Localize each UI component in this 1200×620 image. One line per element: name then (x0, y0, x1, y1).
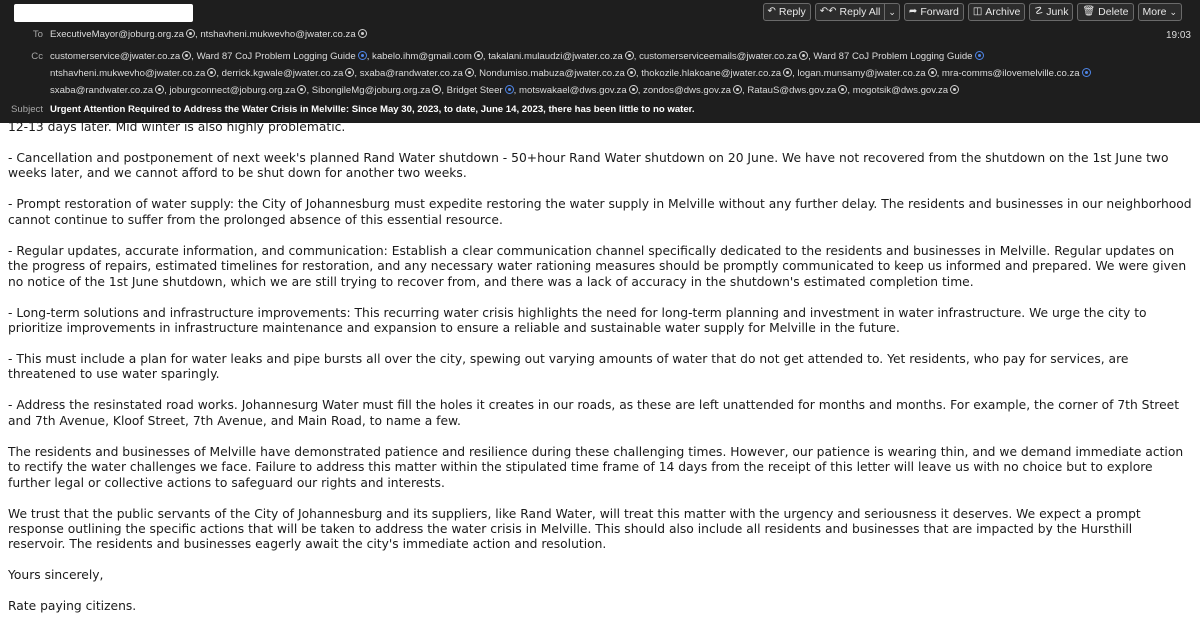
recipient-address: Ward 87 CoJ Problem Logging Guide (813, 51, 973, 62)
message-toolbar (763, 3, 1183, 21)
recipient-address: ntshavheni.mukwevho@jwater.co.za (50, 68, 206, 79)
recipient-chip[interactable]: SibongileMg@joburg.org.za , (311, 85, 447, 96)
reply-button[interactable]: ↶ Reply (763, 3, 811, 21)
recipient-address: RatauS@dws.gov.za (747, 85, 837, 96)
message-time: 19:03 (1165, 30, 1191, 41)
cc-recipients-line-1 (50, 51, 984, 62)
recipient-chip[interactable] (942, 68, 1091, 79)
person-icon (182, 51, 191, 60)
recipient-address: customerserviceemails@jwater.co.za (639, 51, 798, 62)
junk-button[interactable]: ☡ Junk (1029, 3, 1073, 21)
recipient-chip[interactable]: customerservice@jwater.co.za , (50, 51, 197, 62)
person-icon (186, 29, 195, 38)
recipient-address: motswakael@dws.gov.za (519, 85, 627, 96)
cc-recipients-line-3 (50, 85, 959, 96)
recipient-address: thokozile.hlakoane@jwater.co.za (641, 68, 782, 79)
redacted-sender-box (14, 4, 193, 22)
person-icon (345, 68, 354, 77)
body-paragraph: - Long-term solutions and infrastructure improvements: This recurring water crisis highlights the need for long-term planning and investment in water infrastructure. We urge the city to prioritize improvements in infrastructure maintenance and expansion to ensure a reliable and sustainable water supply for Melville in the future. (8, 305, 1147, 336)
recipient-chip[interactable]: thokozile.hlakoane@jwater.co.za , (641, 68, 798, 79)
recipient-address: derrick.kgwale@jwater.co.za (221, 68, 344, 79)
chevron-down-icon: ⌄ (1169, 6, 1177, 17)
recipient-address: ExecutiveMayor@joburg.org.za (50, 29, 184, 40)
forward-icon: ➦ (908, 6, 918, 17)
body-paragraph: - Regular updates, accurate information, and communication: Establish a clear communication channel specifically dedicated to the residents and businesses in Melville. Regular updates on the progress of repairs, estimated timelines for restoration, and any necessary water rationing measures should be promptly communicated to keep us informed and prepared. We were given no notice of the 1st June shutdown, which we are still trying to recover from, and there was a lack of accuracy in the shutdown's estimated completion time. (8, 243, 1187, 289)
recipient-address: ntshavheni.mukwevho@jwater.co.za (200, 29, 356, 40)
recipient-chip[interactable]: motswakael@dws.gov.za , (519, 85, 644, 96)
contact-icon (975, 51, 984, 60)
cc-recipients-line-2 (50, 68, 1091, 79)
recipient-address: kabelo.ihm@gmail.com (372, 51, 472, 62)
person-icon (297, 85, 306, 94)
person-icon (733, 85, 742, 94)
recipient-chip[interactable]: ExecutiveMayor@joburg.org.za , (50, 29, 201, 40)
contact-icon (358, 51, 367, 60)
recipient-address: sxaba@randwater.co.za (50, 85, 154, 96)
recipient-chip[interactable]: logan.munsamy@jwater.co.za , (797, 68, 942, 79)
person-icon (474, 51, 483, 60)
recipient-chip[interactable]: Ward 87 CoJ Problem Logging Guide , (196, 51, 373, 62)
more-button[interactable]: More ⌄ (1138, 3, 1182, 21)
subject-label: Subject (11, 104, 43, 115)
body-paragraph: We trust that the public servants of the City of Johannesburg and its suppliers, like Rand Water, will treat this matter with the urgency and seriousness it deserves. We expect a prompt response outlining the specific actions that will be taken to address the water crisis in Melville. This should also include all residents and businesses that are impacted by the Hursthill reservoir. The residents and businesses eagerly await the city's immediate action and resolution. (8, 506, 1141, 552)
signature: Rate paying citizens. (8, 599, 137, 614)
person-icon (207, 68, 216, 77)
person-icon (783, 68, 792, 77)
recipient-chip[interactable] (813, 51, 983, 62)
body-paragraph: The residents and businesses of Melville have demonstrated patience and resilience during these challenging times. However, our patience is wearing thin, and we demand immediate action to rectify the water challenges we face. Failure to address this matter within the stipulated time frame of 14 days from the receipt of this letter will leave us with no choice but to explore further legal or collective actions to safeguard our rights and interests. (8, 444, 1184, 490)
recipient-address: Nondumiso.mabuza@jwater.co.za (479, 68, 625, 79)
contact-icon (1082, 68, 1091, 77)
recipient-address: zondos@dws.gov.za (643, 85, 731, 96)
body-paragraph: - Cancellation and postponement of next week's planned Rand Water shutdown - 50+hour Rand Water shutdown on 20 June. We have not recovered from the shutdown on the 1st June two weeks later, and we cannot afford to be shut down for another two weeks. (8, 151, 1169, 181)
recipient-address: customerservice@jwater.co.za (50, 51, 181, 62)
person-icon (432, 85, 441, 94)
reply-all-button[interactable]: ↶↶ Reply All (815, 3, 886, 21)
body-paragraph: - Address the resinstated road works. Johannesurg Water must fill the holes it creates in our roads, as these are left unattended for months and months. For example, the corner of 7th Street and 7th Avenue, Kloof Street, 7th Avenue, and Main Road, to name a few. (8, 398, 1180, 428)
to-label: To (32, 29, 43, 40)
message-body (8, 120, 1192, 620)
recipient-chip[interactable]: derrick.kgwale@jwater.co.za , (221, 68, 360, 79)
reply-all-dropdown[interactable] (885, 3, 900, 21)
person-icon (950, 85, 959, 94)
archive-button[interactable]: ◫ Archive (968, 3, 1025, 21)
trash-icon: 🗑 (1082, 6, 1096, 17)
reply-icon: ↶ (767, 6, 776, 17)
person-icon (629, 85, 638, 94)
recipient-chip[interactable]: Nondumiso.mabuza@jwater.co.za , (479, 68, 642, 79)
person-icon (358, 29, 367, 38)
person-icon (928, 68, 937, 77)
recipient-address: Ward 87 CoJ Problem Logging Guide (196, 51, 356, 62)
contact-icon (505, 85, 514, 94)
recipient-address: sxaba@randwater.co.za (359, 68, 463, 79)
person-icon (465, 68, 474, 77)
reply-all-split (815, 3, 900, 21)
junk-icon: ☡ (1034, 6, 1044, 17)
recipient-address: mra-comms@ilovemelville.co.za (941, 68, 1080, 79)
body-paragraph: - This must include a plan for water leaks and pipe bursts all over the city, spewing out varying amounts of water that do not get attended to. Yet residents, who pay for services, are threatened to use water sparingly. (8, 352, 1129, 382)
recipient-chip[interactable]: kabelo.ihm@gmail.com , (372, 51, 489, 62)
archive-icon: ◫ (972, 6, 983, 17)
recipient-chip[interactable]: RatauS@dws.gov.za , (747, 85, 853, 96)
body-paragraph: - Prompt restoration of water supply: the City of Johannesburg must expedite restoring the water supply in Melville without any further delay. The residents and businesses in our neighborhood cannot continue to suffer from the prolonged absence of this essential resource. (8, 197, 1192, 227)
recipient-address: SibongileMg@joburg.org.za (311, 85, 431, 96)
recipient-chip[interactable]: sxaba@randwater.co.za , (50, 85, 170, 96)
forward-button[interactable]: ➦ Forward (904, 3, 964, 21)
person-icon (799, 51, 808, 60)
recipient-address: Bridget Steer (446, 85, 503, 96)
delete-button[interactable]: 🗑 Delete (1077, 3, 1133, 21)
person-icon (627, 68, 636, 77)
subject-line (50, 104, 695, 115)
recipient-address: joburgconnect@joburg.org.za (169, 85, 296, 96)
recipient-chip[interactable]: takalani.mulaudzi@jwater.co.za , (488, 51, 640, 62)
recipient-chip[interactable]: joburgconnect@joburg.org.za , (169, 85, 312, 96)
recipient-address: logan.munsamy@jwater.co.za (797, 68, 926, 79)
subject-text: Urgent Attention Required to Address the Water Crisis in Melville: Since May 30, 2023, to date, June 14, 2023, there has been little to no water. (50, 104, 695, 115)
person-icon (625, 51, 634, 60)
recipient-address: mogotsik@dws.gov.za (852, 85, 949, 96)
cc-label: Cc (31, 51, 43, 62)
sign-off: Yours sincerely, (8, 568, 104, 583)
recipient-chip[interactable]: customerserviceemails@jwater.co.za , (639, 51, 814, 62)
person-icon (838, 85, 847, 94)
recipient-chip[interactable] (200, 29, 366, 40)
reply-all-icon: ↶↶ (819, 6, 837, 17)
recipient-chip[interactable]: Bridget Steer , (446, 85, 520, 96)
person-icon (155, 85, 164, 94)
recipient-chip[interactable] (853, 85, 959, 96)
recipient-address: takalani.mulaudzi@jwater.co.za (488, 51, 623, 62)
recipient-chip[interactable]: zondos@dws.gov.za , (643, 85, 748, 96)
chevron-down-icon: ⌄ (888, 6, 896, 17)
recipient-chip[interactable]: ntshavheni.mukwevho@jwater.co.za , (50, 68, 222, 79)
to-recipients (50, 29, 367, 40)
body-paragraph: 12-13 days later. Mid winter is also highly problematic. (8, 120, 346, 134)
message-header (0, 0, 1200, 123)
recipient-chip[interactable]: sxaba@randwater.co.za , (359, 68, 480, 79)
